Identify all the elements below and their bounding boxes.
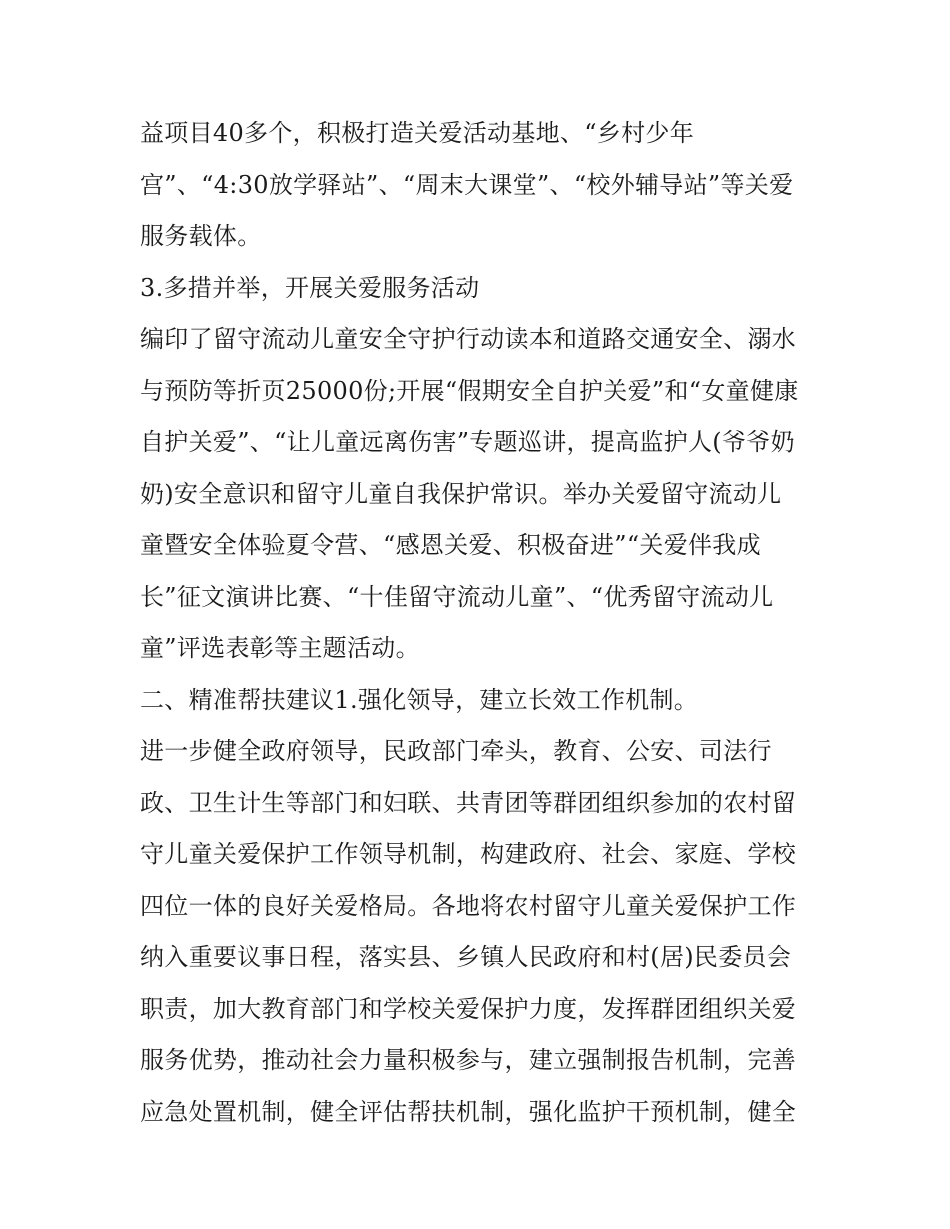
text-line: 益项目40多个，积极打造关爱活动基地、“乡村少年: [140, 119, 695, 147]
text-line: 与预防等折页25000份;开展“假期安全自护关爱”和“女童健康: [140, 376, 799, 405]
text-line: 宫”、“4:30放学驿站”、“周末大课堂”、“校外辅导站”等关爱: [140, 170, 794, 199]
document-body: [140, 108, 830, 1138]
text-line: 奶)安全意识和留守儿童自我保护常识。举办关爱留守流动儿: [140, 479, 782, 508]
text-line: 服务载体。: [140, 222, 262, 250]
text-line: 自护关爱”、“让儿童远离伤害”专题巡讲，提高监护人(爷爷奶: [140, 428, 795, 456]
text-line: 职责，加大教育部门和学校关爱保护力度，发挥群团组织关爱: [140, 994, 797, 1023]
text-line: 政、卫生计生等部门和妇联、共青团等群团组织参加的农村留: [140, 788, 797, 817]
text-line: 应急处置机制，健全评估帮扶机制，强化监护干预机制，健全: [140, 1097, 797, 1126]
text-line: 编印了留守流动儿童安全守护行动读本和道路交通安全、溺水: [140, 325, 797, 353]
text-line: 童”评选表彰等主题活动。: [140, 634, 420, 662]
section-heading: 3.多措并举，开展关爱服务活动: [140, 273, 480, 302]
text-line: 四位一体的良好关爱格局。各地将农村留守儿童关爱保护工作: [140, 891, 797, 920]
text-line: 进一步健全政府领导，民政部门牵头，教育、公安、司法行: [140, 737, 772, 765]
text-line: 守儿童关爱保护工作领导机制，构建政府、社会、家庭、学校: [140, 840, 797, 868]
text-line: 纳入重要议事日程，落实县、乡镇人民政府和村(居)民委员会: [140, 943, 792, 971]
text-line: 服务优势，推动社会力量积极参与，建立强制报告机制，完善: [140, 1046, 797, 1074]
section-heading: 二、精准帮扶建议1.强化领导，建立长效工作机制。: [140, 685, 699, 714]
text-line: 长”征文演讲比赛、“十佳留守流动儿童”、“优秀留守流动儿: [140, 582, 774, 611]
text-line: 童暨安全体验夏令营、“感恩关爱、积极奋进”“关爱伴我成: [140, 531, 761, 559]
